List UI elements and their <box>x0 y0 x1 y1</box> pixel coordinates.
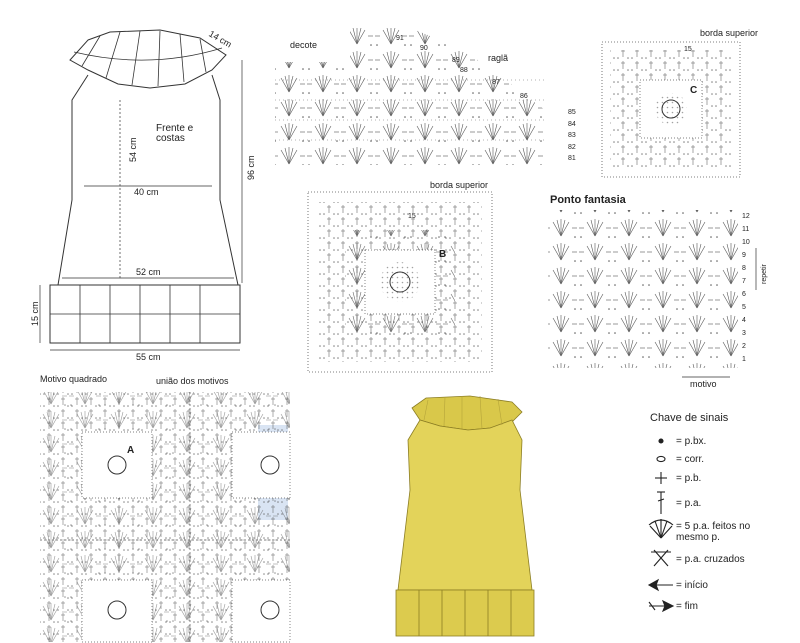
legend-item-start: = início <box>676 580 708 591</box>
raglan-row-81: 81 <box>568 155 576 162</box>
pf-row-6: 6 <box>742 291 746 298</box>
raglan-row-87: 87 <box>492 79 500 86</box>
raglan-label: raglã <box>488 53 509 63</box>
legend-item-fan: = 5 p.a. feitos no mesmo p. <box>676 521 751 543</box>
cross-icon <box>651 550 671 566</box>
legend-item-plus: = p.b. <box>676 473 702 484</box>
repeat-label: repetir <box>761 264 768 284</box>
pf-row-10: 10 <box>742 239 750 246</box>
raglan-row-90: 90 <box>420 45 428 52</box>
ponto-fantasia-row-numbers <box>742 210 756 366</box>
ponto-fantasia-chart <box>548 210 756 377</box>
raglan-row-89: 89 <box>452 57 460 64</box>
dot-icon <box>659 439 663 443</box>
total-height-label: 96 cm <box>246 155 256 180</box>
pf-row-9: 9 <box>742 252 746 259</box>
front-back-label: Frente e costas <box>156 123 194 144</box>
raglan-row-91: 91 <box>396 35 404 42</box>
raglan-row-83: 83 <box>568 132 576 139</box>
raglan-row-82: 82 <box>568 144 576 151</box>
motif-b-title: borda superior <box>430 180 489 190</box>
raglan-row-86: 86 <box>520 93 528 100</box>
raglan-row-85: 85 <box>568 109 576 116</box>
motif-b-row: 15 <box>408 213 416 220</box>
pf-row-1: 1 <box>742 356 746 363</box>
legend-item-oval: = corr. <box>676 454 705 465</box>
hem-width-label: 55 cm <box>136 352 161 362</box>
start-arrow-icon <box>649 580 673 590</box>
ponto-fantasia-title: Ponto fantasia <box>550 194 626 206</box>
motif-grid-title: Motivo quadrado <box>40 374 108 384</box>
pf-row-11: 11 <box>742 226 750 233</box>
pf-row-8: 8 <box>742 265 746 272</box>
pf-row-4: 4 <box>742 317 746 324</box>
plus-icon <box>655 472 667 484</box>
legend-item-cross: = p.a. cruzados <box>676 554 745 565</box>
collar-shape <box>70 30 226 88</box>
dress-body <box>398 420 532 590</box>
legend-item-end: = fim <box>676 601 698 612</box>
legend-item-tall-t: = p.a. <box>676 498 702 509</box>
raglan-row-84: 84 <box>568 121 576 128</box>
fan-icon <box>649 519 673 538</box>
legend-item-dot: = p.bx. <box>676 436 707 447</box>
motif-c-chart <box>602 42 740 177</box>
motif-c-row: 15 <box>684 46 692 53</box>
end-arrow-icon <box>649 601 673 611</box>
pf-row-2: 2 <box>742 343 746 350</box>
pf-row-5: 5 <box>742 304 746 311</box>
raglan-row-88: 88 <box>460 67 468 74</box>
hip-width-label: 52 cm <box>136 267 161 277</box>
legend-title: Chave de sinais <box>650 412 729 424</box>
motif-c-letter: C <box>690 85 698 96</box>
pf-row-3: 3 <box>742 330 746 337</box>
motif-b-chart <box>308 192 492 372</box>
collar-width-label: 14 cm <box>207 28 234 50</box>
motif-span-label: motivo <box>690 379 717 389</box>
tall-t-icon <box>657 492 665 514</box>
pf-row-7: 7 <box>742 278 746 285</box>
oval-icon <box>657 456 665 461</box>
pf-row-12: 12 <box>742 213 750 220</box>
motif-b-letter: B <box>439 249 447 260</box>
motif-a-letter: A <box>127 445 135 456</box>
legend-symbols <box>649 439 673 611</box>
raglan-decote-label: decote <box>290 40 318 50</box>
dress-illustration <box>396 396 534 636</box>
motif-grid-chart <box>40 392 290 642</box>
motif-join-label: união dos motivos <box>156 376 229 386</box>
body-height-label: 54 cm <box>128 137 138 162</box>
motif-c-title: borda superior <box>700 28 759 38</box>
chest-width-label: 40 cm <box>134 187 159 197</box>
hem-height-label: 15 cm <box>30 301 40 326</box>
